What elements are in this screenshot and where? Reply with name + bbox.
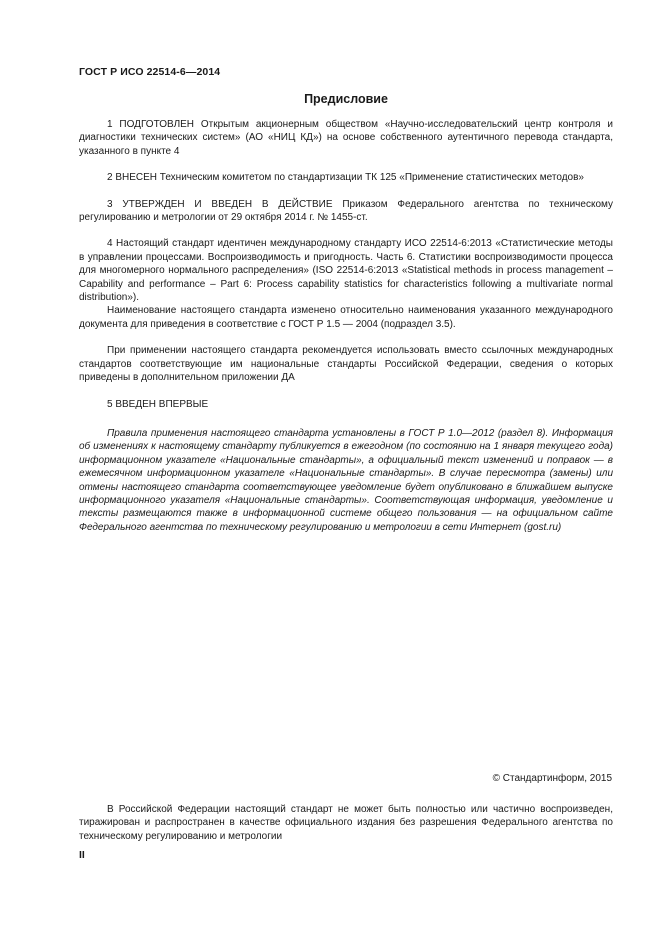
paragraph-identical-standard: 4 Настоящий стандарт идентичен международному стандарту ИСО 22514-6:2013 «Статистические методы в управлении процессами. Воспроизводимость и пригодность. Часть 6. Статистики воспроизводимости процесса для многомерного нормального распределения» (ISO 22514-6:2013 «Statistical methods in process management – Capability and performance – Part 6: Process capability statistics for characteristics following a multivariate normal distribution»). — [79, 238, 613, 304]
paragraph-first-introduced: 5 ВВЕДЕН ВПЕРВЫЕ — [107, 398, 209, 410]
paragraph-references-note: При применении настоящего стандарта рекомендуется использовать вместо ссылочных международных стандартов соответствующие им национальные стандарты Российской Федерации, сведения о которых приведены в дополнительном приложении ДА — [79, 345, 613, 384]
paragraph-prepared-by: 1 ПОДГОТОВЛЕН Открытым акционерным обществом «Научно-исследовательский центр контроля и диагностики технических систем» (АО «НИЦ КД») на основе собственного аутентичного перевода стандарта, указанного в пункте 4 — [79, 119, 613, 157]
page-header-standard-code: ГОСТ Р ИСО 22514-6—2014 — [79, 66, 221, 78]
paragraph-introduced-by: 2 ВНЕСЕН Техническим комитетом по стандартизации ТК 125 «Применение статистических методов» — [107, 172, 584, 184]
foreword-content — [79, 118, 613, 534]
paragraph-name-changed: Наименование настоящего стандарта изменено относительно наименования указанного международного документа для приведения в соответствие с ГОСТ Р 1.5 — 2004 (подраздел 3.5). — [79, 305, 613, 330]
copyright-line: © Стандартинформ, 2015 — [492, 773, 612, 784]
page-number: II — [79, 849, 85, 861]
section-title-foreword: Предисловие — [304, 92, 388, 106]
reproduction-notice-text: В Российской Федерации настоящий стандарт не может быть полностью или частично воспроизведен, тиражирован и распространен в качестве официального издания без разрешения Федерального агентства по техническому регулированию и метрологии — [79, 804, 613, 842]
paragraph-approved: 3 УТВЕРЖДЕН И ВВЕДЕН В ДЕЙСТВИЕ Приказом Федерального агентства по техническому регулированию и метрологии от 29 октября 2014 г. № 1455-ст. — [79, 198, 613, 224]
notice-application-rules: Правила применения настоящего стандарта установлены в ГОСТ Р 1.0—2012 (раздел 8). Информация об изменениях к настоящему стандарту публикуется в ежегодном (по состоянию на 1 января текущего года) информационном указателе «Национальные стандарты», а официальный текст изменений и поправок — в ежемесячном информационном указателе «Национальные стандарты». В случае пересмотра (замены) или отмены настоящего стандарта соответствующее уведомление будет опубликовано в ближайшем выпуске информационного указателя «Национальные стандарты». Соответствующая информация, уведомление и тексты размещаются также в информационной системе общего пользования — на официальном сайте Федерального агентства по техническому регулированию и метрологии в сети Интернет (gost.ru) — [79, 427, 613, 533]
reproduction-notice — [79, 803, 613, 843]
